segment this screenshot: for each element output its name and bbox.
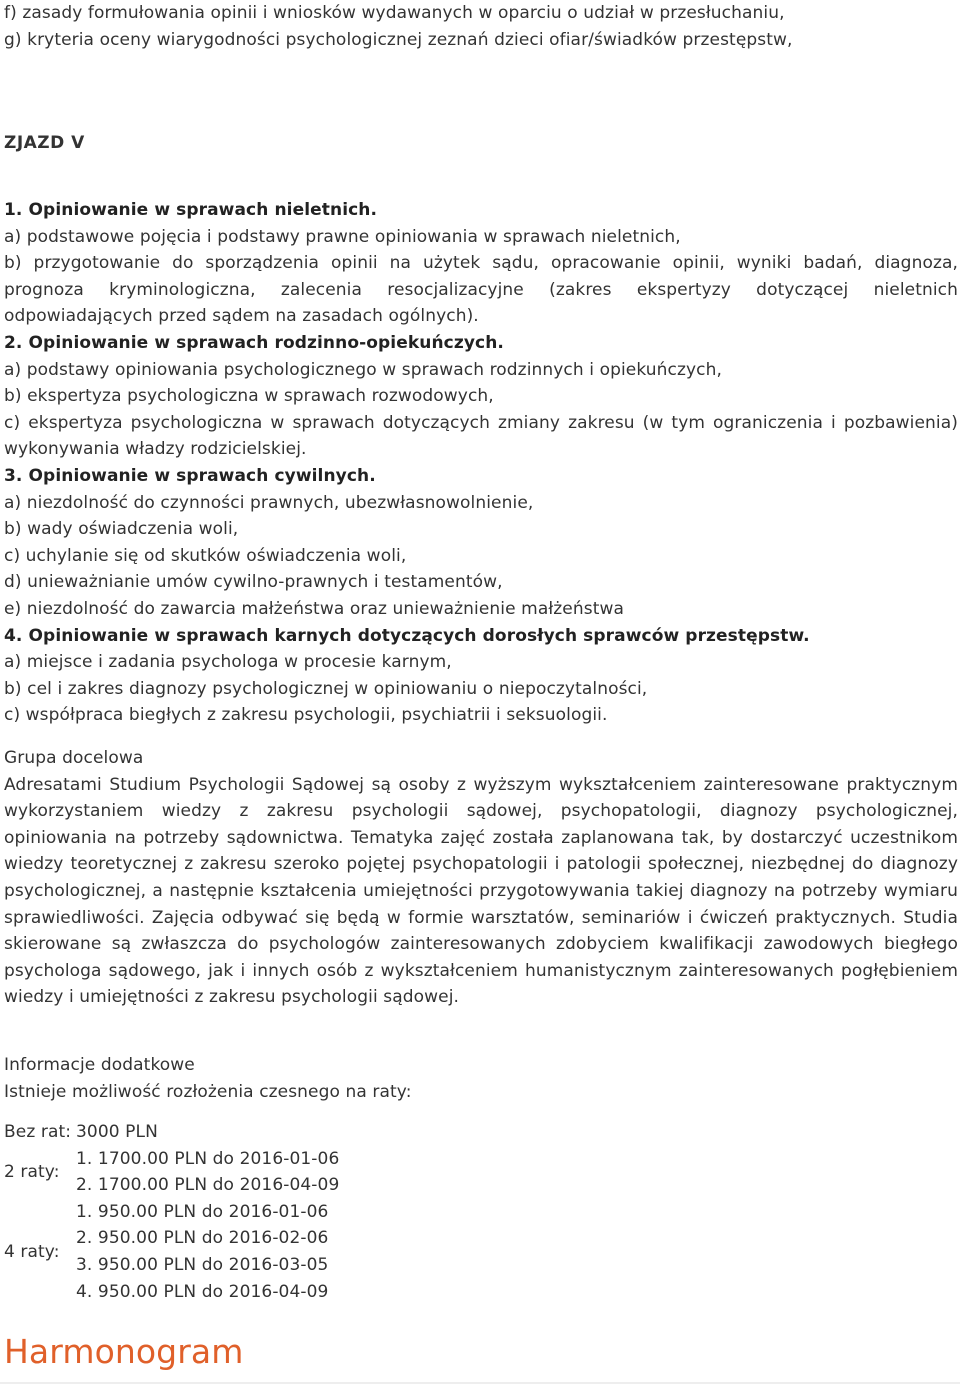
installment-item: 1. 950.00 PLN do 2016-01-06	[76, 1201, 329, 1222]
section3-c: c) uchylanie się od skutków oświadczenia woli,	[4, 545, 407, 566]
section3-b: b) wady oświadczenia woli,	[4, 519, 239, 540]
installment-item: 2. 950.00 PLN do 2016-02-06	[76, 1228, 329, 1249]
installment-item: 1. 1700.00 PLN do 2016-01-06	[76, 1148, 340, 1169]
line-f: f) zasady formułowania opinii i wniosków wydawanych w oparciu o udział w przesłuchaniu,	[4, 3, 785, 23]
payment-label-full: Bez rat:	[4, 1122, 72, 1142]
installment-item: 4. 950.00 PLN do 2016-04-09	[76, 1281, 329, 1302]
divider	[0, 1382, 960, 1384]
payment-row-full	[4, 1119, 339, 1146]
payment-label-four: 4 raty:	[4, 1241, 60, 1262]
section2-b: b) ekspertyza psychologiczna w sprawach rozwodowych,	[4, 386, 494, 407]
program-sections	[4, 197, 958, 729]
harmonogram-title: Harmonogram	[4, 1332, 244, 1371]
target-group-text: Adresatami Studium Psychologii Sądowej są osoby z wyższym wykształceniem zainteresowane praktycznym wykorzystaniem wiedzy z zakresu psychologii sądowej, psychopatologii, diagnozy psychologicznej, opiniowania na potrzeby sądownictwa. Tematyka zajęć została zaplanowana tak, by dostarczyć uczestnikom wiedzy teoretycznej z zakresu szeroko pojętej psychopatologii i patologii społecznej, niezbędnej do diagnozy psychologicznej, a następnie kształcenia umiejętności przygotowywania takiej diagnozy na potrzeby wymiaru sprawiedliwości. Zajęcia odbywać się będą w formie warsztatów, seminariów i ćwiczeń praktycznych. Studia skierowane są zwłaszcza do psychologów zainteresowanych zdobyciem kwalifikacji zawodowych biegłego psychologa sądowego, jak i innych osób z wykształceniem humanistycznym zainteresowanych pogłębieniem wiedzy i umiejętności z zakresu psychologii sądowej.	[4, 774, 958, 1008]
section2-heading: 2. Opiniowanie w sprawach rodzinno-opiekuńczych.	[4, 332, 504, 353]
payment-row-four	[4, 1199, 339, 1305]
payment-row-two	[4, 1146, 339, 1199]
line-g: g) kryteria oceny wiarygodności psychologicznej zeznań dzieci ofiar/świadków przestępstw,	[4, 29, 793, 50]
additional-info	[4, 1052, 958, 1105]
top-lines	[4, 0, 958, 53]
section1-b: b) przygotowanie do sporządzenia opinii na użytek sądu, opracowanie opinii, wyniki badań, diagnoza, prognoza kryminologiczna, zalecenia resocjalizacyjne (zakres ekspertyzy dotyczącej nieletnich odpowiadających przed sądem na zasadach ogólnych).	[4, 253, 958, 327]
installment-item: 3. 950.00 PLN do 2016-03-05	[76, 1254, 329, 1275]
section3-e: e) niezdolność do zawarcia małżeństwa oraz unieważnienie małżeństwa	[4, 598, 624, 619]
additional-info-heading: Informacje dodatkowe	[4, 1055, 195, 1075]
section2-a: a) podstawy opiniowania psychologicznego w sprawach rodzinnych i opiekuńczych,	[4, 359, 722, 380]
installment-item: 2. 1700.00 PLN do 2016-04-09	[76, 1175, 340, 1196]
payment-value-full: 3000 PLN	[76, 1122, 158, 1142]
section4-c: c) współpraca biegłych z zakresu psychologii, psychiatrii i seksuologii.	[4, 705, 608, 726]
payment-table	[4, 1119, 339, 1305]
additional-info-text: Istnieje możliwość rozłożenia czesnego na raty:	[4, 1081, 412, 1102]
payment-list-four	[76, 1199, 339, 1305]
section1-heading: 1. Opiniowanie w sprawach nieletnich.	[4, 200, 378, 220]
target-group	[4, 745, 958, 1011]
section1-a: a) podstawowe pojęcia i podstawy prawne opiniowania w sprawach nieletnich,	[4, 226, 681, 247]
section2-c: c) ekspertyza psychologiczna w sprawach dotyczących zmiany zakresu (w tym ograniczenia i pozbawienia) wykonywania władzy rodzicielskiej.	[4, 412, 958, 460]
section4-a: a) miejsce i zadania psychologa w procesie karnym,	[4, 652, 452, 673]
zjazd-title: ZJAZD V	[4, 133, 85, 153]
section3-a: a) niezdolność do czynności prawnych, ubezwłasnowolnienie,	[4, 492, 534, 513]
section4-heading: 4. Opiniowanie w sprawach karnych dotyczących dorosłych sprawców przestępstw.	[4, 625, 810, 646]
payment-label-two: 2 raty:	[4, 1161, 60, 1182]
section3-d: d) unieważnianie umów cywilno-prawnych i testamentów,	[4, 572, 503, 593]
section3-heading: 3. Opiniowanie w sprawach cywilnych.	[4, 465, 376, 486]
target-group-heading: Grupa docelowa	[4, 748, 144, 768]
payment-list-two	[76, 1146, 339, 1199]
section4-b: b) cel i zakres diagnozy psychologicznej w opiniowaniu o niepoczytalności,	[4, 678, 648, 699]
